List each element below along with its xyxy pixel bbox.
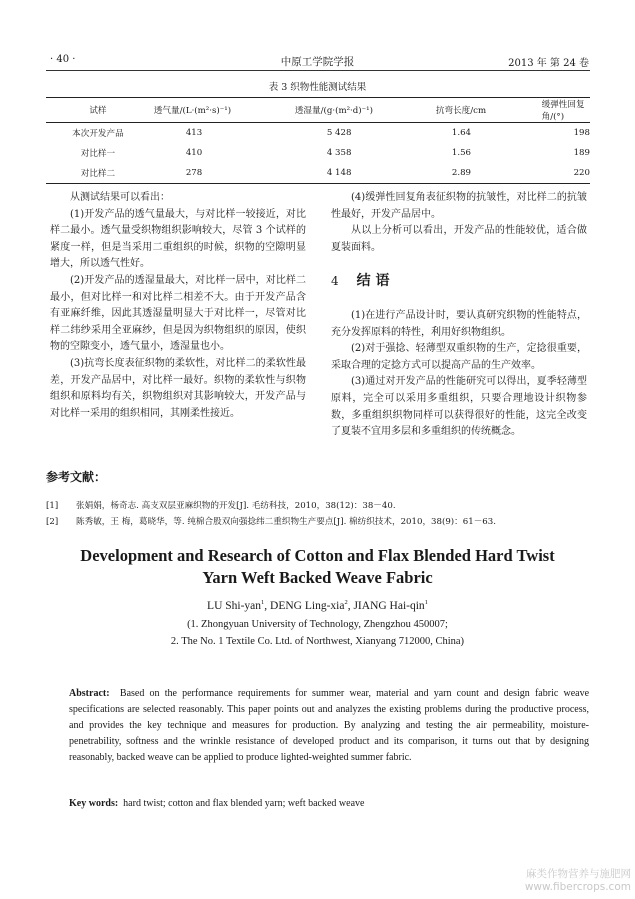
section-title: 结 语 [356,273,390,289]
table-cell: 5 428 [326,128,352,138]
table-cell: 2.89 [451,168,472,178]
reference-number: [1] [46,501,59,511]
author-affil-mark: 1 [424,599,428,606]
table-header-cell: 透湿量/(g·(m²·d)⁻¹) [294,106,373,116]
author-affil-mark: 2 [344,599,348,606]
reference-text: 张娟娟，杨奇志. 高支双层亚麻织物的开发[J]. 毛纺科技，2010，38(12)：38－40. [76,501,396,511]
journal-name: 中原工学院学报 [280,56,355,68]
reference-item [46,499,591,511]
abstract-label: Abstract: [69,688,110,699]
table-cell: 189 [573,148,590,158]
conclusion-1: (1)在进行产品设计时，要认真研究织物的性能特点，充分发挥原料的特性，利用好织物组织。 [331,310,587,338]
reference-text: 陈秀敏，王 梅，葛晓华，等. 纯棉合股双向强捻纬二重织物生产要点[J]. 棉纺织技术，2010，38(9)：61－63. [76,517,496,527]
table-row [46,143,590,163]
analysis-point-2: (2)开发产品的透湿量最大，对比样一居中，对比样二最小，但对比样一和对比样二相差不大。由于开发产品含有亚麻纤维，因此其透湿量明显大于对比样一，尽管对比样二纬纱采用全亚麻纱，但是因为织物组织的原因，使织物的空隙变小，透气量小，透湿量也小。 [50,274,306,353]
affiliation-line: 2. The No. 1 Textile Co. Ltd. of Northwest, Xianyang 712000, China) [170,636,465,647]
author-name: LU Shi-yan [207,599,262,612]
issue-info: 2013 年 第 24 卷 [508,58,589,69]
table-title: 表 3 织物性能测试结果 [268,82,367,93]
affiliation-line: (1. Zhongyuan University of Technology, Zhengzhou 450007; [187,619,448,630]
keywords-text: hard twist; cotton and flax blended yarn; weft backed weave [123,798,365,809]
table-cell: 198 [573,128,590,138]
section-number: 4 [331,274,339,288]
conclusion-3: (3)通过对开发产品的性能研究可以得出，夏季轻薄型原料，完全可以采用多重组织，只要合理地设计织物参数，多重组织织物同样可以获得很好的性能，这完全改变了夏装不宜用多层和多重组织的传统概念。 [331,376,587,438]
left-column [50,190,306,422]
analysis-point-1: (1)开发产品的透气量最大，与对比样一较接近，对比样二最小。透气量受织物组织影响较大，尽管 3 个试样的紧度一样，但是当采用二重组织的时候，织物的空隙明显增大，所以透气性好。 [50,208,306,270]
english-title-line: Yarn Weft Backed Weave Fabric [202,568,433,587]
table-cell: 对比样二 [80,169,116,179]
author-affil-mark: 1 [261,599,265,606]
table-cell: 1.64 [451,128,472,138]
english-title [0,545,635,589]
analysis-intro: 从测试结果可以看出： [70,192,170,203]
table-cell: 本次开发产品 [72,129,124,139]
english-abstract [69,686,589,766]
watermark-url: www.fibercrops.com [524,881,631,893]
reference-item [46,515,591,527]
analysis-summary: 从以上分析可以看出，开发产品的性能较优，适合做夏装面料。 [331,225,587,253]
english-title-line: Development and Research of Cotton and Flax Blended Hard Twist [80,546,555,565]
abstract-text: Based on the performance requirements for summer wear, material and yarn count and design fabric weave specifications are selected reasonably. This paper points out and analyzes the existing problems during the productive process, and provides the key technique and measures for production. By analyzing and testing the air permeability, moisture-penetrability, softness and the wrinkle resistance of developed product and its comparison, it turns out that by designing reasonably, backed weave can be applied to produce lighted-weighted summer fabric. [69,688,590,763]
author-name: JIANG Hai-qin [353,599,425,612]
watermark-text: 麻类作物营养与施肥网 [526,868,631,880]
table-header-cell: 透气量/(L·(m²·s)⁻¹) [153,106,232,116]
table-header-cell: 抗弯长度/cm [435,106,487,116]
conclusion-block [331,308,587,441]
right-column [331,190,587,256]
table-row [46,163,590,184]
analysis-point-4: (4)缓弹性回复角表征织物的抗皱性，对比样二的抗皱性最好，开发产品居中。 [331,192,587,220]
table-header-cell: 缓弹性回复角/(°) [541,100,585,122]
author-name: DENG Ling-xia [270,599,345,612]
table-cell: 220 [573,168,590,178]
table-header-cell: 试样 [89,106,107,116]
table-cell: 4 148 [326,168,352,178]
keywords-label: Key words: [69,798,119,809]
table-cell: 1.56 [451,148,472,158]
table-cell: 413 [185,128,203,138]
table-cell: 对比样一 [80,149,116,159]
section-heading [331,270,390,290]
conclusion-2: (2)对于强捻、轻薄型双重织物的生产，定捻很重要，采取合理的定捻方式可以提高产品的生产效率。 [331,343,587,371]
references-heading: 参考文献： [46,470,107,484]
analysis-point-3: (3)抗弯长度表征织物的柔软性，对比样二的柔软性最差，开发产品居中，对比样一最好。织物的柔软性与织物组织和原料均有关，织物组织对其影响较大，开发产品与对比样一采用的组织相同，其刚柔性接近。 [50,357,306,419]
header-rule [46,70,590,71]
results-table [46,97,590,184]
table-cell: 410 [185,148,203,158]
table-cell: 278 [185,168,203,178]
author-list: LU Shi-yan$^1$, DENG Ling-xia$^2$, JIANG Hai-qin$^1$ [207,599,428,612]
table-header-row [46,98,590,123]
table-row [46,123,590,144]
keywords [69,798,589,809]
page-number: · 40 · [50,54,76,65]
reference-number: [2] [46,517,59,527]
table-cell: 4 358 [326,148,352,158]
